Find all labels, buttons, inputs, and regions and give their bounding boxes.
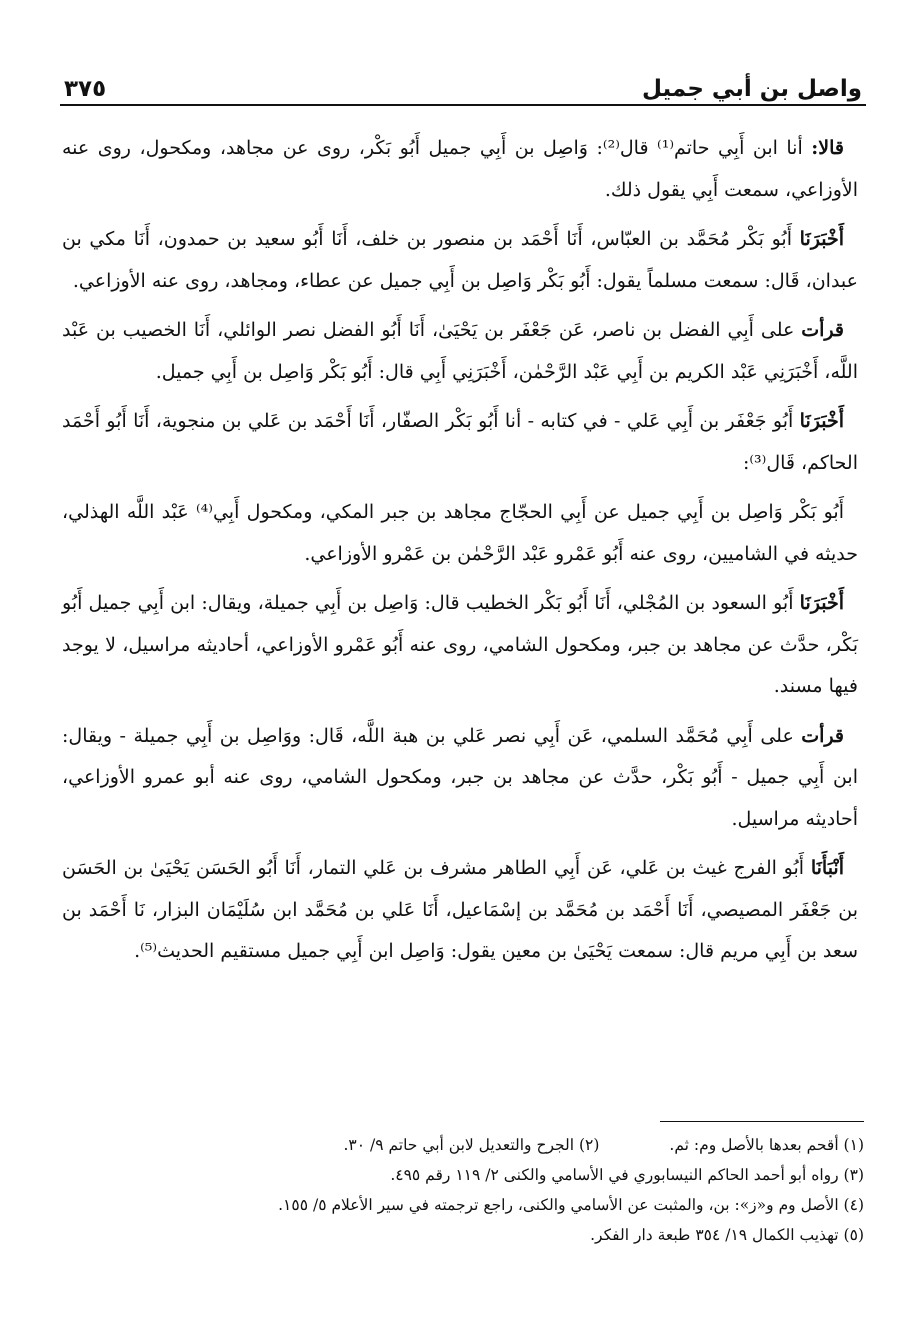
running-title: واصل بن أبي جميل — [642, 76, 862, 102]
header-rule — [60, 104, 866, 106]
paragraph — [62, 310, 858, 393]
paragraph-text: أَبُو بَكْر وَاصِل بن أَبِي جميل عن أَبِي الحجّاج مجاهد بن جبر المكي، ومكحول أَبِي⁽⁴⁾ عَبْد اللَّه الهذلي، حديثه في الشاميين، روى عنه أَبُو عَمْرو عَبْد الرَّحْمٰن بن عَمْرو الأوزاعي. — [62, 501, 858, 565]
footnotes — [62, 1130, 864, 1250]
paragraph-text: أَبُو الفرج غيث بن عَلي، عَن أَبِي الطاهر مشرف بن عَلي التمار، أَنَا أَبُو الحَسَن يَحْيَىٰ بن الحَسَن بن جَعْفَر المصيصي، أَنَا أَحْمَد بن مُحَمَّد بن إسْمَاعيل، أَنَا عَلي بن مُحَمَّد ابن سُلَيْمَان البزار، نَا أَحْمَد بن سعد بن أَبِي مريم قال: سمعت يَحْيَىٰ بن معين يقول: وَاصِل ابن أَبِي جميل مستقيم الحديث⁽⁵⁾. — [62, 857, 858, 962]
paragraph — [62, 583, 858, 708]
page-header — [64, 58, 862, 102]
paragraph-lead: قرأت — [801, 724, 844, 747]
paragraph-text: على أَبِي الفضل بن ناصر، عَن جَعْفَر بن يَحْيَىٰ، أَنَا أَبُو الفضل نصر الوائلي، أَنَا الخصيب بن عَبْد اللَّه، أَخْبَرَنِي عَبْد الكريم بن أَبِي عَبْد الرَّحْمٰن، أَخْبَرَنِي أَبِي قال: أَبُو بَكْر وَاصِل بن أَبِي جميل. — [62, 319, 858, 383]
footnote-row — [62, 1160, 864, 1190]
paragraph — [62, 401, 858, 484]
paragraph-text: أنا ابن أَبِي حاتم⁽¹⁾ قال⁽²⁾: وَاصِل بن أَبِي جميل أَبُو بَكْر، روى عن مجاهد، ومكحول، روى عنه الأوزاعي، سمعت أَبِي يقول ذلك. — [62, 137, 858, 201]
footnote-3: (٣) رواه أبو أحمد الحاكم النيسابوري في الأسامي والكنى ٢/ ١١٩ رقم ٤٩٥. — [390, 1166, 864, 1184]
paragraph — [62, 492, 858, 575]
paragraph-lead: أَخْبَرَنَا — [799, 228, 844, 250]
paragraph-lead: أَنْبَأَنَا — [810, 857, 844, 879]
paragraph — [62, 219, 858, 302]
footnote-rule — [660, 1121, 864, 1122]
paragraph-lead: قرأت — [801, 319, 844, 341]
page-number: ٣٧٥ — [64, 76, 107, 102]
footnote-5: (٥) تهذيب الكمال ١٩/ ٣٥٤ طبعة دار الفكر. — [590, 1226, 864, 1244]
footnote-row — [62, 1220, 864, 1250]
main-text — [62, 128, 858, 981]
paragraph-text: أَبُو السعود بن المُجْلي، أَنَا أَبُو بَكْر الخطيب قال: وَاصِل بن أَبِي جميلة، ويقال: ابن أَبِي جميل أَبُو بَكْر، حدَّث عن مجاهد بن جبر، ومكحول الشامي، روى عنه أَبُو عَمْرو الأوزاعي، أحاديثه مراسيل، لا يوجد فيها مسند. — [62, 592, 858, 697]
paragraph-lead: أَخْبَرَنَا — [799, 592, 844, 614]
paragraph — [62, 848, 858, 973]
paragraph — [62, 716, 858, 841]
paragraph-lead: قالا: — [811, 137, 844, 159]
paragraph-text: أَبُو جَعْفَر بن أَبِي عَلي - في كتابه - أنا أَبُو بَكْر الصفّار، أَنَا أَحْمَد بن عَلي بن منجوية، أَنَا أَبُو أَحْمَد الحاكم، قَال⁽³⁾: — [62, 410, 858, 474]
paragraph-lead: أَخْبَرَنَا — [799, 410, 844, 432]
footnote-row — [62, 1130, 864, 1160]
footnote-row — [62, 1190, 864, 1220]
footnote-4: (٤) الأصل وم و«ز»: بن، والمثبت عن الأسامي والكنى، راجع ترجمته في سير الأعلام ٥/ ١٥٥. — [278, 1196, 864, 1214]
footnote-1: (١) أقحم بعدها بالأصل وم: ثم. — [669, 1136, 864, 1154]
paragraph-text: على أَبِي مُحَمَّد السلمي، عَن أَبِي نصر عَلي بن هبة اللَّه، قَال: ووَاصِل بن أَبِي جميلة - ويقال: ابن أَبِي جميل - أَبُو بَكْر، حدَّث عن مجاهد بن جبر، ومكحول الشامي، روى عنه أبو عمرو الأوزاعي، أحاديثه مراسيل. — [62, 724, 858, 830]
footnote-2: (٢) الجرح والتعديل لابن أبي حاتم ٩/ ٣٠. — [343, 1136, 600, 1154]
paragraph-text: أَبُو بَكْر مُحَمَّد بن العبّاس، أَنَا أَحْمَد بن منصور بن خلف، أَنَا أَبُو سعيد بن حمدون، أَنَا مكي بن عبدان، قَال: سمعت مسلماً يقول: أَبُو بَكْر وَاصِل بن أَبِي جميل عن عطاء، ومجاهد، روى عنه الأوزاعي. — [62, 228, 858, 292]
paragraph — [62, 128, 858, 211]
